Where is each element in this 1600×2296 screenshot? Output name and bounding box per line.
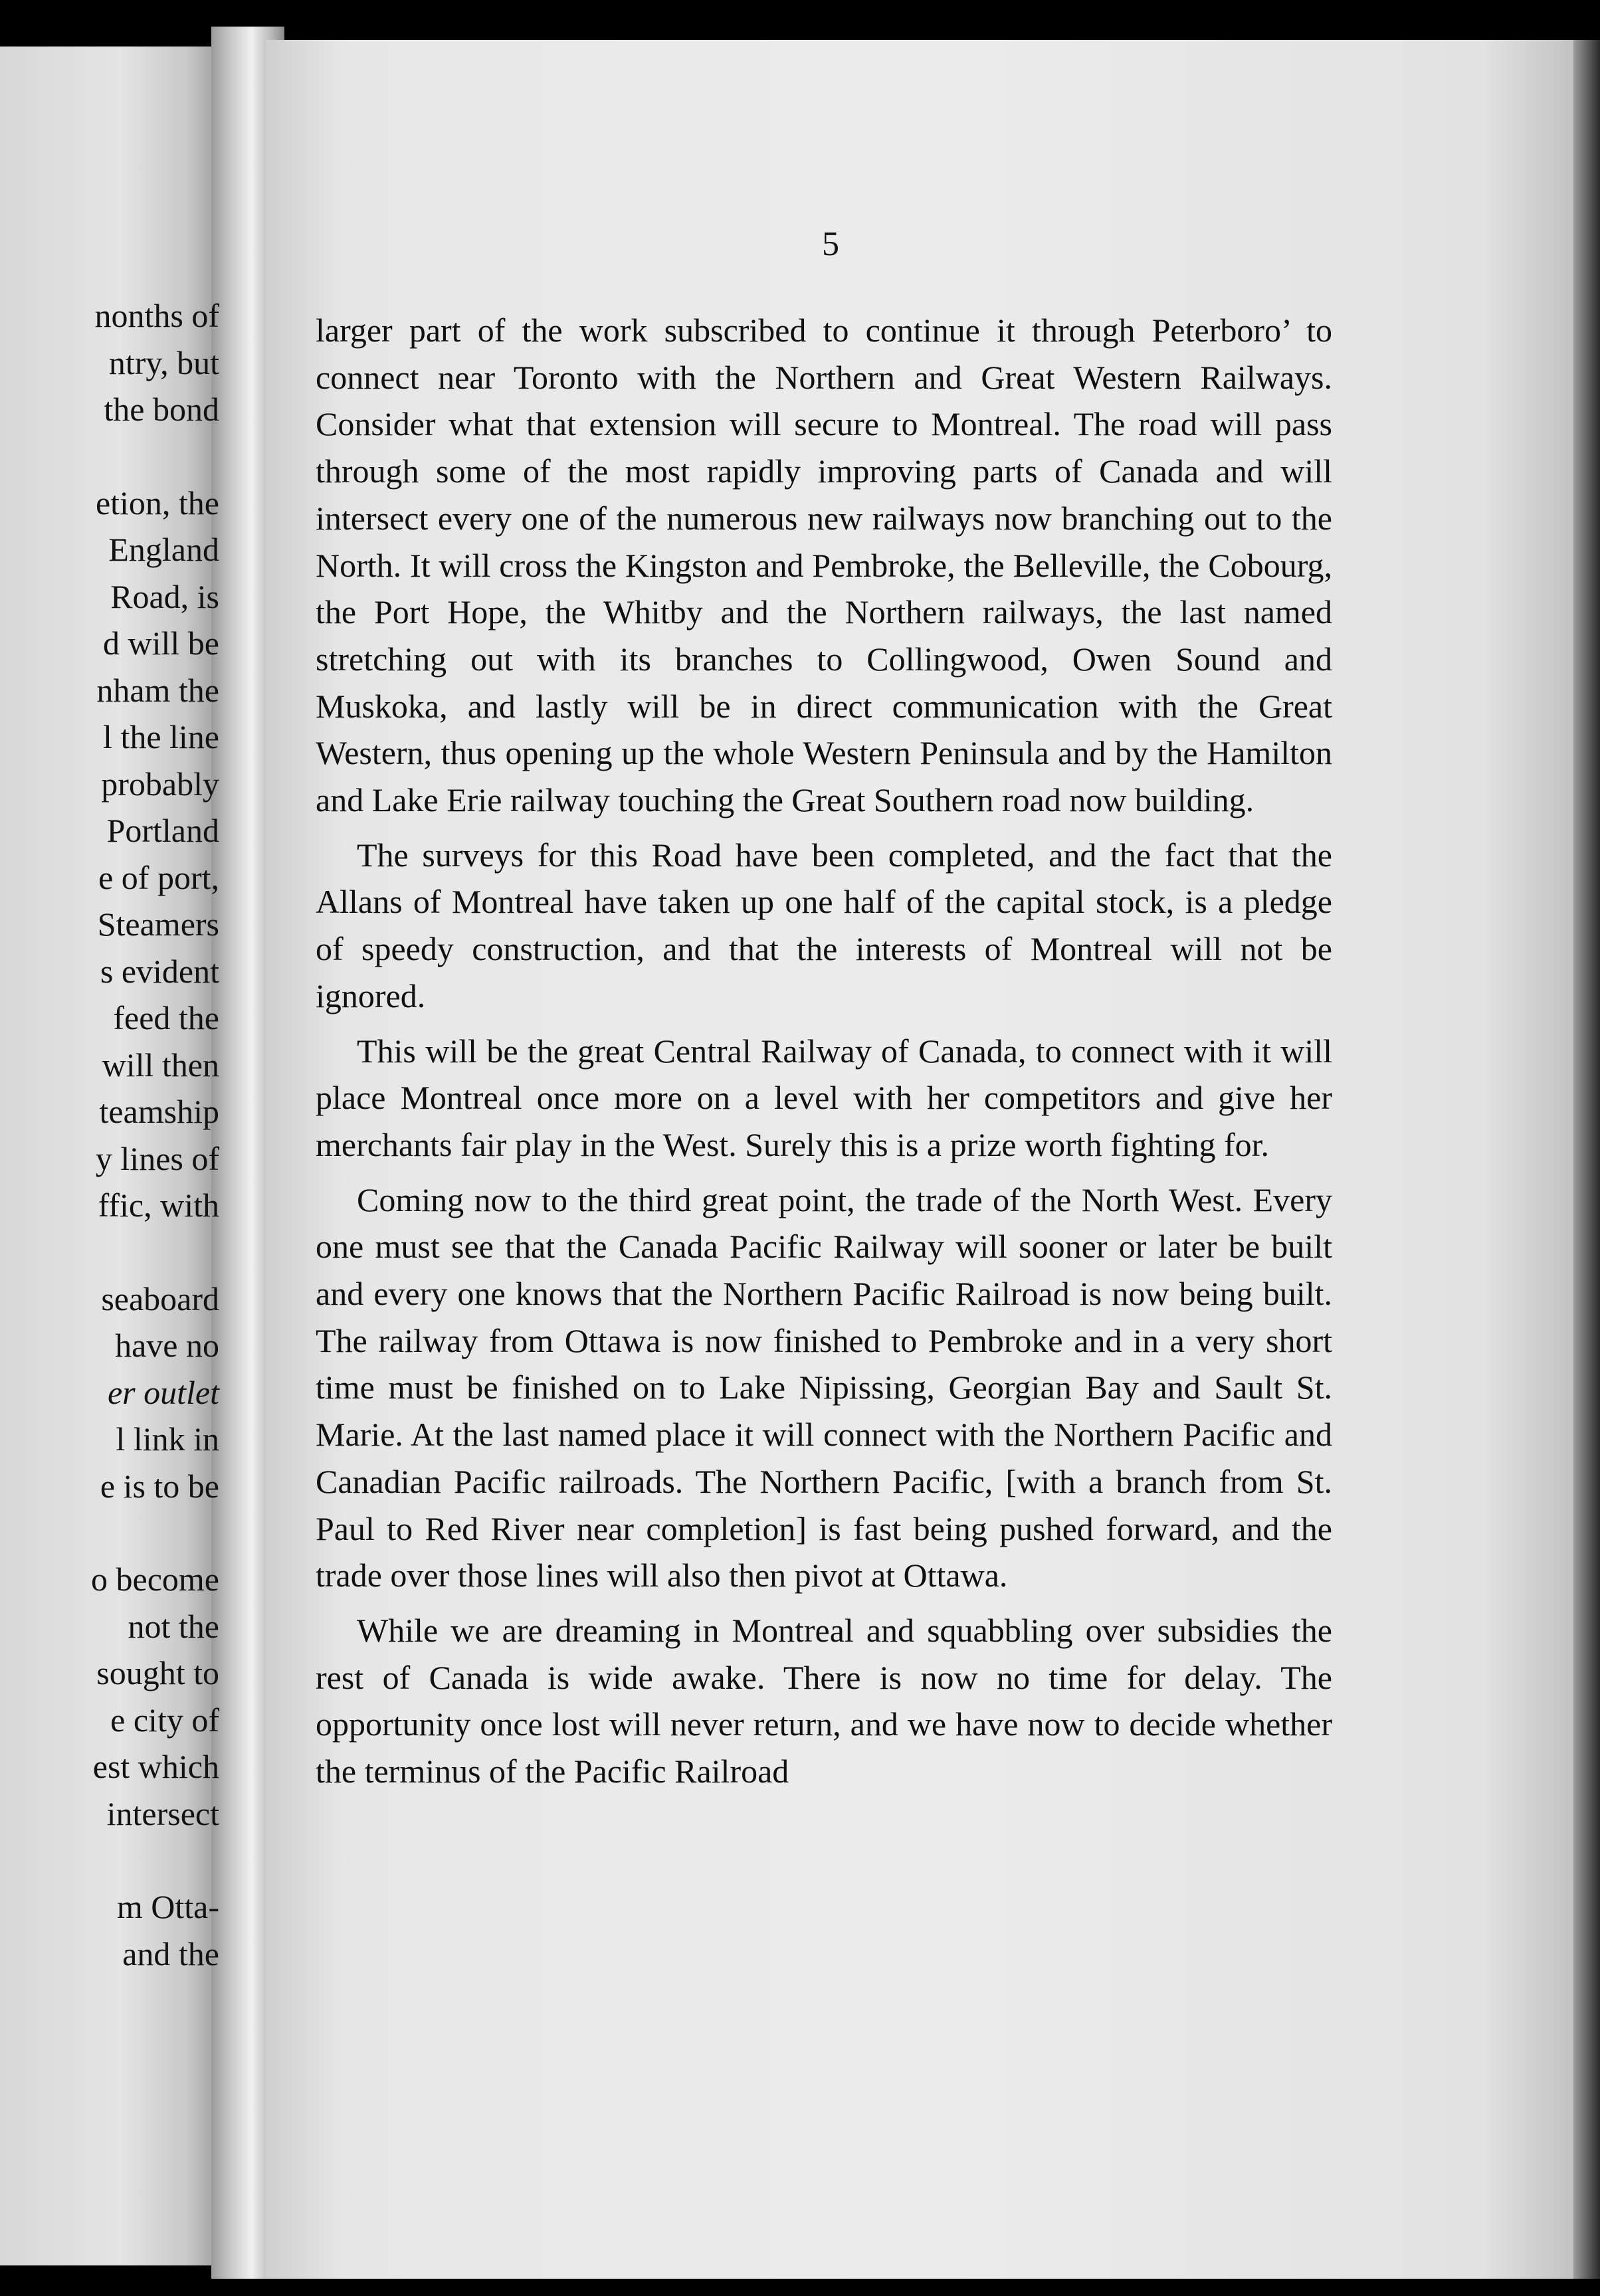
fragment-line: sought to xyxy=(96,1654,219,1691)
fragment-line: l the line xyxy=(103,718,219,755)
page-number: 5 xyxy=(822,225,839,263)
fragment-line: feed the xyxy=(113,999,219,1036)
fragment-line: e city of xyxy=(110,1701,219,1739)
fragment-line: e is to be xyxy=(100,1467,219,1505)
fragment-line: Steamers xyxy=(97,906,219,943)
fragment-line: probably xyxy=(101,765,219,803)
paragraph: While we are dreaming in Montreal and squabbling over subsidies the rest of Canada is wide awake. There is now no time for delay. The opportunity once lost will never return, and we have now to decide whether the terminus of the Pacific Railroad xyxy=(316,1611,1332,1790)
fragment-line: e of port, xyxy=(98,858,219,896)
fragment-line: d will be xyxy=(103,624,219,662)
fragment-line: Road, is xyxy=(110,577,219,615)
paragraph: larger part of the work subscribed to continue it through Peterboro’ to connect near Toronto with the Northern and Great Western Railways. Consider what that extension will secure to Montreal. The road will pass through some of the most rapidly improving parts of Canada and will intersect every one of the numerous new railways now branching out to the North. It will cross the Kingston and Pembroke, the Belleville, the Cobourg, the Port Hope, the Whitby and the Northern railways, the last named stretching out with its branches to Collingwood, Owen Sound and Muskoka, and lastly will be in direct communication with the Great Western, thus opening up the whole Western Peninsula and by the Hamilton and Lake Erie railway touching the Great Southern road now building. xyxy=(316,312,1332,819)
fragment-line: the bond xyxy=(104,391,219,428)
fragment-line: nonths of xyxy=(94,297,219,334)
fragment-line: ffic, with xyxy=(98,1187,219,1224)
facing-page-text-fragments xyxy=(0,292,219,1977)
fragment-line: intersect xyxy=(106,1794,219,1832)
fragment-line: England xyxy=(108,531,219,568)
fragment-line: will then xyxy=(102,1046,219,1084)
fragment-line: not the xyxy=(128,1607,219,1645)
fragment-line: teamship xyxy=(99,1093,219,1130)
paragraph: Coming now to the third great point, the trade of the North West. Every one must see that the Canada Pacific Railway will sooner or later be built and every one knows that the Northern Pacific Railroad is now being built. The railway from Ottawa is now finished to Pembroke and in a very short time must be finished on to Lake Nipissing, Georgian Bay and Sault St. Marie. At the last named place it will connect with the Northern Pacific and Canadian Pacific railroads. The Northern Pacific, [with a branch from St. Paul to Red River near completion] is fast being pushed forward, and the trade over those lines will also then pivot at Ottawa. xyxy=(316,1181,1332,1594)
fragment-line: o become xyxy=(91,1561,219,1598)
fragment-line: and the xyxy=(122,1935,219,1972)
fragment-line: est which xyxy=(92,1748,219,1785)
page-edge-shadow xyxy=(1573,40,1600,2279)
paragraph: This will be the great Central Railway of Canada, to connect with it will place Montreal once more on a level with her competitors and give her merchants fair play in the West. Surely this is a prize worth fighting for. xyxy=(316,1032,1332,1163)
fragment-line: l link in xyxy=(116,1420,219,1458)
paragraph: The surveys for this Road have been completed, and the fact that the Allans of Montreal have taken up one half of the capital stock, is a pledge of speedy construction, and that the interests of Montreal will not be ignored. xyxy=(316,836,1332,1014)
fragment-line: Portland xyxy=(106,812,219,849)
fragment-line: nham the xyxy=(96,671,219,709)
fragment-line: y lines of xyxy=(95,1139,219,1177)
fragment-line: er outlet xyxy=(107,1373,219,1411)
fragment-line: seaboard xyxy=(101,1280,219,1317)
fragment-line: m Otta- xyxy=(116,1888,219,1925)
fragment-line: etion, the xyxy=(95,484,219,522)
page-body-text xyxy=(316,307,1332,1803)
fragment-line: ntry, but xyxy=(108,343,219,381)
fragment-line: have no xyxy=(115,1327,219,1364)
fragment-line: s evident xyxy=(100,952,219,990)
